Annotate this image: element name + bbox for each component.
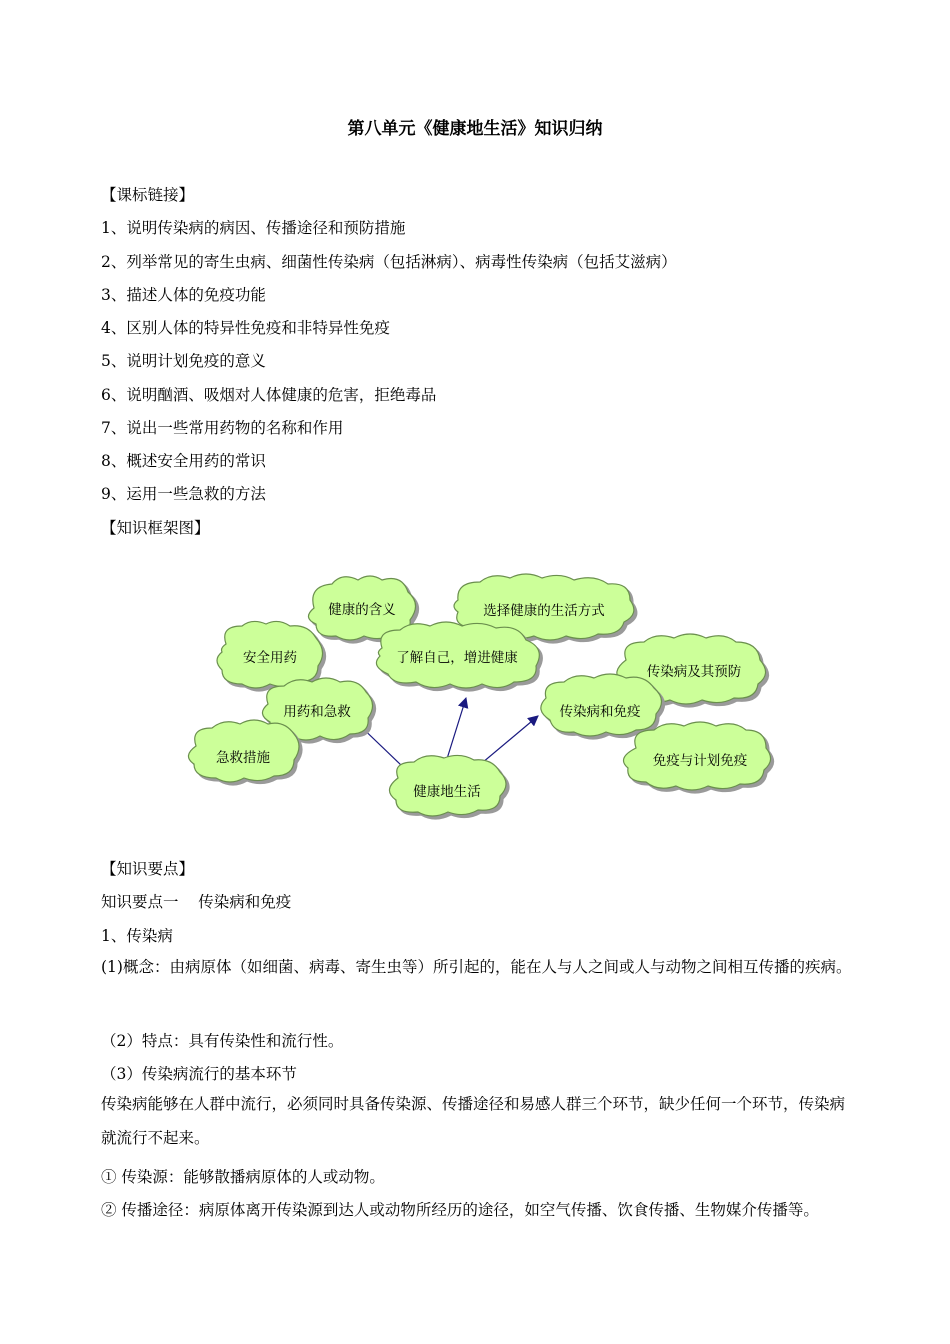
- paragraph-conditions: 传染病能够在人群中流行，必须同时具备传染源、传播途径和易感人群三个环节，缺少任何一个环节，传染病就流行不起来。: [101, 1095, 846, 1147]
- cloud-label-meaning: 健康的含义: [328, 602, 396, 618]
- cloud-center: [389, 755, 506, 816]
- list-item: 4、区别人体的特异性免疫和非特异性免疫: [101, 319, 390, 337]
- cloud-first-aid: [188, 720, 299, 782]
- paragraph-source: ① 传染源：能够散播病原体的人或动物。: [101, 1168, 385, 1186]
- subheading-point-one: 知识要点一 传染病和免疫: [101, 893, 292, 911]
- cloud-label-understand: 了解自己，增进健康: [396, 650, 518, 666]
- list-item: 8、概述安全用药的常识: [101, 452, 266, 470]
- cloud-immunity: [624, 722, 771, 790]
- cloud-label-immunity: 免疫与计划免疫: [652, 753, 748, 769]
- section-heading-framework: 【知识框架图】: [101, 519, 210, 537]
- cloud-label-center: 健康地生活: [413, 784, 481, 800]
- section-heading-curriculum: 【课标链接】: [101, 186, 195, 204]
- list-item: 6、说明酗酒、吸烟对人体健康的危害，拒绝毒品: [101, 386, 437, 404]
- cloud-label-safe-drug: 安全用药: [243, 650, 297, 666]
- page-title: 第八单元《健康地生活》知识归纳: [347, 119, 603, 139]
- knowledge-framework-diagram: [170, 570, 780, 830]
- cloud-understand: [376, 622, 539, 688]
- list-item: 1、说明传染病的病因、传播途径和预防措施: [101, 219, 406, 237]
- list-item: 2、列举常见的寄生虫病、细菌性传染病（包括淋病）、病毒性传染病（包括艾滋病）: [101, 253, 677, 271]
- paragraph-concept: (1)概念：由病原体（如细菌、病毒、寄生虫等）所引起的，能在人与人之间或人与动物之间相互传播的疾病。: [101, 958, 852, 976]
- list-item: 3、描述人体的免疫功能: [101, 286, 266, 304]
- cloud-label-lifestyle: 选择健康的生活方式: [483, 603, 605, 619]
- cloud-label-prevention: 传染病及其预防: [646, 664, 742, 680]
- cloud-safe-drug: [217, 621, 323, 688]
- cloud-label-disease: 传染病和免疫: [559, 704, 641, 720]
- section-heading-points: 【知识要点】: [101, 860, 195, 878]
- paragraph-route: ② 传播途径：病原体离开传染源到达人或动物所经历的途径，如空气传播、饮食传播、生物媒介传播等。: [101, 1201, 819, 1219]
- cloud-label-first-aid: 急救措施: [216, 750, 270, 766]
- cloud-disease: [541, 674, 662, 736]
- arrow-to-understand: [446, 698, 466, 762]
- list-item: 9、运用一些急救的方法: [101, 485, 266, 503]
- subheading-infectious-disease: 1、传染病: [101, 927, 173, 945]
- list-item: 5、说明计划免疫的意义: [101, 352, 266, 370]
- list-item: 7、说出一些常用药物的名称和作用: [101, 419, 344, 437]
- paragraph-basic-links: （3）传染病流行的基本环节: [101, 1065, 297, 1083]
- cloud-label-medicine: 用药和急救: [283, 704, 351, 720]
- paragraph-feature: （2）特点：具有传染性和流行性。: [101, 1032, 344, 1050]
